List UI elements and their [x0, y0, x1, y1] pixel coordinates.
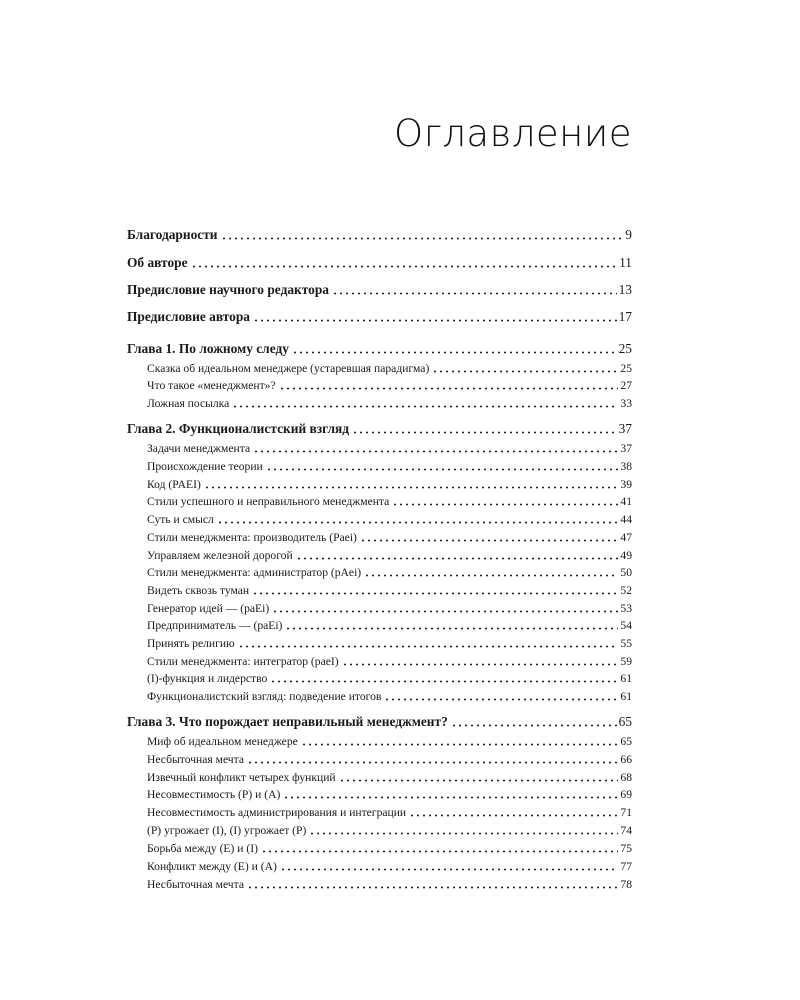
toc-section-entry[interactable]	[147, 561, 632, 579]
dot-leader	[252, 581, 618, 595]
dot-leader	[342, 652, 619, 666]
dot-leader	[272, 599, 618, 613]
toc-page-number: 38	[620, 460, 632, 473]
toc-section-entry[interactable]	[147, 650, 632, 668]
toc-page-number: 71	[620, 806, 632, 819]
dot-leader	[283, 785, 618, 799]
toc-page-number: 49	[620, 549, 632, 562]
dot-leader	[270, 669, 618, 683]
toc-section-entry[interactable]	[147, 667, 632, 685]
dot-leader	[384, 687, 618, 701]
toc-page-number: 17	[618, 309, 632, 324]
toc-entry-label: Стили успешного и неправильного менеджмента	[147, 495, 390, 508]
toc-chapter-entry[interactable]	[127, 225, 632, 243]
dot-leader	[364, 563, 618, 577]
toc-page-number: 77	[620, 860, 632, 873]
toc-section-entry[interactable]	[147, 730, 632, 748]
toc-page-number: 37	[618, 421, 632, 436]
toc-entry-label: Несовместимость (P) и (A)	[147, 788, 281, 801]
dot-leader	[280, 857, 619, 871]
toc-entry-label: Функционалистский взгляд: подведение итогов	[147, 690, 382, 703]
toc-entry-label: Конфликт между (E) и (A)	[147, 860, 277, 873]
toc-section-entry[interactable]	[147, 357, 632, 375]
toc-chapter-entry[interactable]	[127, 280, 632, 298]
toc-page-number: 55	[620, 637, 632, 650]
toc-entry-label: Что такое «менеджмент»?	[147, 379, 276, 392]
toc-entry-label: Предисловие автора	[127, 309, 251, 324]
toc-page-number: 61	[620, 690, 632, 703]
dot-leader	[247, 750, 618, 764]
toc-entry-label: Несбыточная мечта	[147, 878, 244, 891]
dot-leader	[332, 281, 617, 295]
toc-section-entry[interactable]	[147, 632, 632, 650]
dot-leader	[238, 634, 619, 648]
toc-page-number: 27	[620, 379, 632, 392]
toc-section-entry[interactable]	[147, 508, 632, 526]
toc-page-number: 47	[620, 531, 632, 544]
dot-leader	[451, 713, 617, 727]
toc-entry-label: (P) угрожает (I), (I) угрожает (P)	[147, 824, 307, 837]
dot-leader	[232, 394, 618, 408]
toc-page-number: 37	[620, 442, 632, 455]
toc-entry-label: Об авторе	[127, 255, 188, 270]
dot-leader	[301, 732, 619, 746]
dot-leader	[292, 340, 617, 354]
toc-entry-label: Предприниматель — (paEi)	[147, 619, 283, 632]
toc-page-number: 66	[620, 753, 632, 766]
toc-entry-label: Глава 2. Функционалистский взгляд	[127, 421, 350, 436]
toc-page-number: 75	[620, 842, 632, 855]
toc-entry-label: Несовместимость администрирования и интеграции	[147, 806, 407, 819]
dot-leader	[409, 803, 618, 817]
toc-page-number: 78	[620, 878, 632, 891]
toc-section-entry[interactable]	[147, 819, 632, 837]
toc-section-entry[interactable]	[147, 837, 632, 855]
toc-section-entry[interactable]	[147, 855, 632, 873]
dot-leader	[360, 528, 619, 542]
dot-leader	[261, 839, 618, 853]
toc-page-number: 65	[620, 735, 632, 748]
toc-page-number: 9	[625, 227, 632, 242]
toc-entry-label: Глава 3. Что порождает неправильный менеджмент?	[127, 714, 448, 729]
toc-page-number: 25	[618, 341, 632, 356]
dot-leader	[221, 226, 624, 240]
toc-chapter-entry[interactable]	[127, 253, 632, 271]
dot-leader	[309, 821, 618, 835]
toc-page-number: 50	[620, 566, 632, 579]
toc-page-number: 52	[620, 584, 632, 597]
toc-section-entry[interactable]	[147, 455, 632, 473]
toc-section-entry[interactable]	[147, 801, 632, 819]
toc-page-number: 69	[620, 788, 632, 801]
toc-entry-label: Глава 1. По ложному следу	[127, 341, 289, 356]
toc-chapter-entry[interactable]	[127, 419, 632, 437]
toc-chapter-entry[interactable]	[127, 712, 632, 730]
toc-entry-label: Ложная посылка	[147, 397, 230, 410]
toc-page-number: 39	[620, 478, 632, 491]
dot-leader	[432, 359, 618, 373]
dot-leader	[253, 308, 617, 322]
toc-page-number: 53	[620, 602, 632, 615]
toc-entry-label: Стили менеджмента: администратор (pAei)	[147, 566, 362, 579]
dot-leader	[217, 510, 619, 524]
dot-leader	[296, 546, 619, 560]
toc-entry-label: Суть и смысл	[147, 513, 214, 526]
dot-leader	[352, 420, 617, 434]
toc-entry-label: (I)-функция и лидерство	[147, 672, 268, 685]
toc-section-entry[interactable]	[147, 579, 632, 597]
toc-entry-label: Стили менеджмента: интегратор (paeI)	[147, 655, 339, 668]
toc-page-number: 44	[620, 513, 632, 526]
toc-page-number: 59	[620, 655, 632, 668]
page-title: Оглавление	[393, 112, 632, 155]
dot-leader	[392, 492, 618, 506]
toc-page-number: 61	[620, 672, 632, 685]
dot-leader	[285, 616, 618, 630]
toc-entry-label: Несбыточная мечта	[147, 753, 244, 766]
toc-entry-label: Код (PAEI)	[147, 478, 201, 491]
toc-section-entry[interactable]	[147, 490, 632, 508]
toc-entry-label: Генератор идей — (paEi)	[147, 602, 270, 615]
toc-section-entry[interactable]	[147, 597, 632, 615]
dot-leader	[204, 475, 619, 489]
dot-leader	[247, 875, 618, 889]
toc-entry-label: Видеть сквозь туман	[147, 584, 250, 597]
toc-page-number: 11	[619, 255, 632, 270]
toc-section-entry[interactable]	[147, 526, 632, 544]
toc-section-entry[interactable]	[147, 392, 632, 410]
toc-section-entry[interactable]	[147, 473, 632, 491]
dot-leader	[191, 254, 618, 268]
toc-entry-label: Сказка об идеальном менеджере (устаревшая парадигма)	[147, 362, 430, 375]
toc-page-number: 68	[620, 771, 632, 784]
dot-leader	[253, 439, 618, 453]
toc-entry-label: Извечный конфликт четырех функций	[147, 771, 336, 784]
toc-entry-label: Стили менеджмента: производитель (Paei)	[147, 531, 357, 544]
toc-section-entry[interactable]	[147, 685, 632, 703]
toc-entry-label: Происхождение теории	[147, 460, 263, 473]
toc-entry-label: Благодарности	[127, 227, 218, 242]
toc-page-number: 54	[620, 619, 632, 632]
toc-section-entry[interactable]	[147, 873, 632, 891]
toc-entry-label: Миф об идеальном менеджере	[147, 735, 298, 748]
toc-section-entry[interactable]	[147, 748, 632, 766]
toc-page-number: 41	[620, 495, 632, 508]
toc-entry-label: Принять религию	[147, 637, 235, 650]
toc-section-entry[interactable]	[147, 374, 632, 392]
dot-leader	[339, 768, 619, 782]
dot-leader	[279, 376, 619, 390]
toc-page-number: 74	[620, 824, 632, 837]
toc-page-number: 13	[618, 282, 632, 297]
toc-page-number: 65	[618, 714, 632, 729]
toc-entry-label: Предисловие научного редактора	[127, 282, 329, 297]
toc-page-number: 33	[620, 397, 632, 410]
toc-page-number: 25	[620, 362, 632, 375]
toc-section-entry[interactable]	[147, 614, 632, 632]
toc-entry-label: Задачи менеджмента	[147, 442, 251, 455]
toc-entry-label: Борьба между (E) и (I)	[147, 842, 258, 855]
toc-section-entry[interactable]	[147, 783, 632, 801]
toc-chapter-entry[interactable]	[127, 339, 632, 357]
toc-entry-label: Управляем железной дорогой	[147, 549, 293, 562]
toc-chapter-entry[interactable]	[127, 307, 632, 325]
dot-leader	[266, 457, 619, 471]
toc-section-entry[interactable]	[147, 437, 632, 455]
toc-section-entry[interactable]	[147, 766, 632, 784]
toc-section-entry[interactable]	[147, 544, 632, 562]
